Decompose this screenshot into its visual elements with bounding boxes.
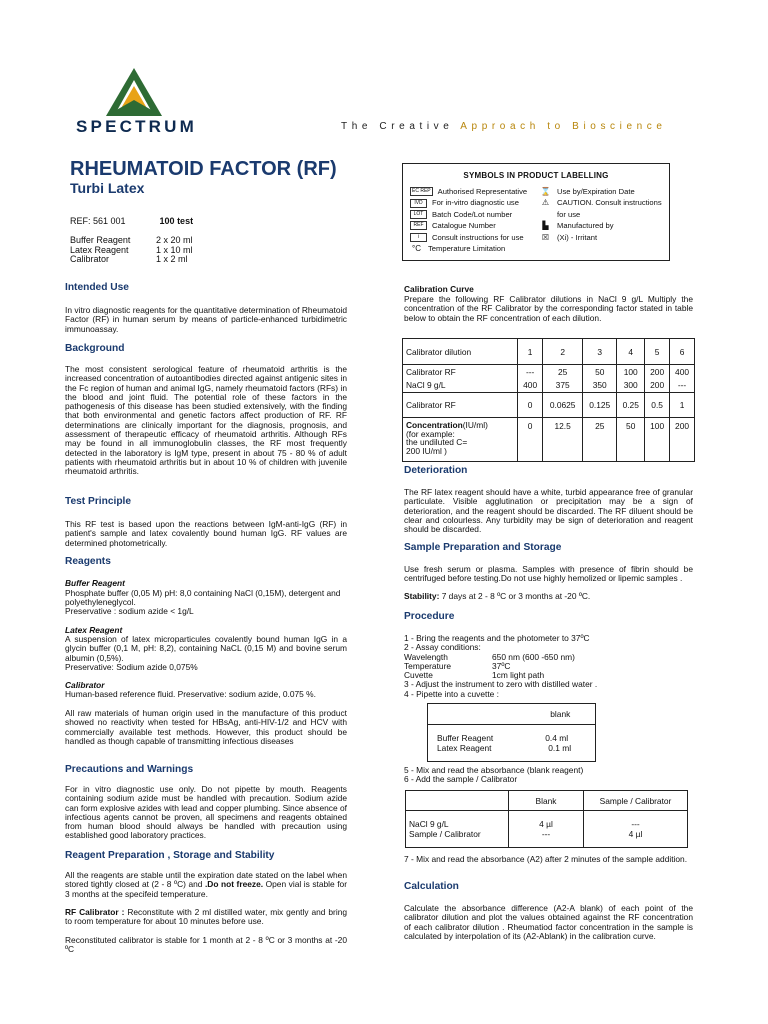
reagent-prep-text (65, 871, 347, 899)
table-row (403, 365, 695, 393)
nacl-vol-label: NaCl 9 g/L (406, 380, 446, 390)
latex-reagent-title: Latex Reagent (65, 625, 123, 635)
nacl-vol: 375 (555, 380, 570, 390)
symbol-label: Consult instructions for use (432, 232, 524, 242)
buffer-reagent-text: Phosphate buffer (0,05 M) pH: 8,0 containing NaCl (0,15M), detergent and polyethyleneglycol. (65, 588, 341, 608)
stability-label: Stability: (404, 591, 440, 601)
symbol-row (410, 232, 527, 243)
reagent-prep-text-start: All the reagents are stable until the expiration date stated on the label when stored tightly closed at (2 - 8 ºC) and (65, 870, 347, 890)
latex-reagent-text: A suspension of latex microparticules covalently bound human IgG in a glycin buffer (0,1 M, pH: 8,2), containing NaCL (0,15 M) and bovine serum albumin (0,5%). (65, 634, 347, 663)
conc-note: (for example: (406, 428, 455, 439)
conc-label: Concentration (406, 420, 463, 430)
book-icon: i (410, 233, 427, 242)
background-heading: Background (65, 343, 125, 354)
test-principle-heading: Test Principle (65, 496, 132, 507)
intended-use-heading: Intended Use (65, 282, 129, 293)
calibrator-text: Human-based reference fluid. Preservative: sodium azide, 0.075 %. (65, 689, 316, 699)
calculation-text: Calculate the absorbance difference (A2-A blank) of each point of the calibrator dilution and plot the values obtained against the RF concentration of each calibrator dilution . Rheumatiod factor concentration in the sample is calculated by interpolation of its (A2-Ablank) in the calibration curve. (404, 903, 693, 941)
table-row (428, 725, 596, 762)
condition-value: 1cm light path (492, 670, 545, 681)
condition-value: 650 nm (600 -650 nm) (492, 651, 575, 662)
symbol-label: (Xi) - Irritant (557, 232, 598, 242)
table-cell: 0 (518, 393, 543, 418)
sample-value: --- (631, 819, 640, 829)
procedure-step: 5 - Mix and read the absorbance (blank reagent) (404, 765, 584, 775)
kit-row (70, 255, 193, 265)
document-subtitle: Turbi Latex (70, 180, 145, 196)
ivd-icon: IVD (410, 199, 427, 208)
ref-tests: 100 test (159, 216, 194, 226)
table-cell: Calibrator dilution (403, 339, 518, 365)
kit-qty: 1 x 10 ml (156, 244, 193, 255)
procedure-step: 4 - Pipette into a cuvette : (404, 688, 499, 699)
procedure-step: 1 - Bring the reagents and the photometer to 37ºC (404, 633, 590, 643)
table-cell: 200 (670, 418, 695, 462)
table-cell (406, 811, 509, 848)
symbol-row (410, 209, 527, 220)
tagline-highlight: Approach to Bioscience (460, 121, 667, 132)
table-cell (509, 811, 584, 848)
kit-contents (70, 236, 193, 265)
ref-line (70, 216, 193, 226)
calibration-heading: Calibration Curve (404, 284, 474, 294)
document-title: RHEUMATOID FACTOR (RF) (70, 158, 337, 180)
table-cell: 100 (645, 418, 670, 462)
procedure-steps-2 (404, 766, 693, 785)
table-cell: 1 (518, 339, 543, 365)
nacl-vol: 300 (623, 380, 638, 390)
condition-row (404, 662, 693, 671)
blank-row-value: 0.1 ml (548, 743, 572, 753)
rf-vol-label: Calibrator RF (406, 367, 456, 377)
stability-text: 7 days at 2 - 8 ºC or 3 months at -20 ºC. (439, 591, 591, 601)
symbol-label: Authorised Representative (437, 187, 528, 196)
ref-number: REF: 561 001 (70, 216, 126, 226)
symbol-row (539, 232, 662, 243)
table-cell (584, 811, 688, 848)
sample-row-label: Sample / Calibrator (409, 829, 481, 839)
kit-qty: 1 x 2 ml (156, 254, 188, 264)
procedure-step: 6 - Add the sample / Calibrator (404, 774, 518, 785)
symbols-legend-box (402, 163, 670, 261)
do-not-freeze: .Do not freeze. (204, 879, 264, 890)
reagent-prep-text-end: Open vial is stable for 3 months at the specifeid temperature. (65, 879, 347, 899)
reagents-heading: Reagents (65, 556, 111, 567)
table-cell: 0.125 (583, 393, 617, 418)
blank-row-value: 0.4 ml (545, 733, 569, 743)
deterioration-text: The RF latex reagent should have a white, turbid appearance free of granular particulate. Visible agglutination or precipitation may be a sign of deterioration, and the reagent should be discarded. The RF diluent should be clear and colourless. Any turbidity may be sign of deterioration and reagent should be discarded. (404, 487, 693, 535)
buffer-reagent-title: Buffer Reagent (65, 578, 125, 588)
background-text: The most consistent serological feature of rheumatoid arthritis is the increased concentration of autoantibodies directed against antigenic sites in the Fc region of human and animal IgG, namely rheumatoid factors (RFs) in the blood and joint fluid. The potential role of these factors in the pathogenesis of this disease has been studied extensively, with the finding that both environmental and genetic factors affect production of RF. RF determinations are clinically important for the diagnosis, prognosis, and assessment of therapeutic efficacy of rheumatoid arthritis. Although RFs may be found in all immunoglobulin classes, the RF most frequently detected in the laboratory is IgM type, present in about 75 - 80 % of adult patients with rheumatoid arthritis but in about 10 % of children with juvenile rheumatoid arthritis. (65, 364, 347, 477)
table-cell (403, 365, 518, 393)
symbol-row (410, 243, 527, 254)
rf-calibrator-text (65, 908, 347, 927)
conc-unit: (IU/ml) (462, 420, 488, 430)
conc-note: the undiluted C= (406, 437, 468, 447)
ref-icon: REF (410, 221, 427, 230)
rf-vol: 25 (557, 367, 568, 377)
intended-use-text: In vitro diagnostic reagents for the quantitative determination of Rheumatoid Factor (RF) in human serum by means of particle-enhanced turbidimetric immunoassay. (65, 305, 347, 334)
table-cell (670, 365, 695, 393)
condition-key: Wavelength (404, 651, 448, 662)
ec-rep-icon: EC REP (412, 188, 431, 195)
symbols-right-column (539, 186, 662, 243)
symbols-title: SYMBOLS IN PRODUCT LABELLING (463, 171, 609, 180)
raw-materials-text: All raw materials of human origin used in the manufacture of this product showed no reactivity when tested for HBsAg, anti-HIV-1/2 and HCV with commercially available test methods. However, this product should be handled as though capable of transmitting infectious diseases (65, 708, 347, 746)
procedure-heading: Procedure (404, 611, 455, 622)
table-cell (428, 704, 537, 725)
rf-vol: 50 (595, 367, 605, 377)
rf-vol: 200 (650, 367, 665, 377)
table-row (403, 339, 695, 365)
table-cell (428, 725, 537, 762)
blank-row-label: Latex Reagent (437, 743, 492, 753)
rf-calibrator-instructions: Reconstitute with 2 ml distilled water, mix gently and bring to room temperature for about 10 minutes before use. (65, 907, 348, 927)
table-cell (403, 418, 518, 462)
buffer-reagent-preservative: Preservative : sodium azide < 1g/L (65, 606, 194, 616)
condition-key: Cuvette (404, 670, 433, 681)
blank-row-label: Buffer Reagent (437, 733, 494, 743)
lot-icon: LOT (410, 210, 427, 219)
symbols-left-column (410, 186, 527, 254)
table-cell: 0.0625 (543, 393, 583, 418)
condition-value: 37ºC (492, 660, 511, 671)
table-cell (583, 365, 617, 393)
table-row (428, 704, 596, 725)
thermometer-icon: °C (412, 244, 421, 254)
procedure-step: 3 - Adjust the instrument to zero with distilled water . (404, 679, 598, 690)
procedure-step: 2 - Assay conditions: (404, 642, 481, 653)
symbol-label: Batch Code/Lot number (432, 209, 513, 219)
table-cell: blank (536, 704, 595, 725)
nacl-vol: 400 (523, 380, 538, 390)
kit-qty: 2 x 20 ml (156, 235, 193, 245)
table-cell (518, 365, 543, 393)
symbol-row (410, 220, 527, 231)
rf-calibrator-label: RF Calibrator : (65, 907, 125, 917)
reagent-prep-heading: Reagent Preparation , Storage and Stability (65, 850, 275, 861)
table-cell: Blank (509, 791, 584, 811)
table-cell: 5 (645, 339, 670, 365)
blank-pipette-table (427, 703, 596, 762)
test-principle-text: This RF test is based upon the reactions between IgM-anti-IgG (RF) in patient's sample and latex covalently bound human IgG. RF values are determined photometrically. (65, 519, 347, 548)
nacl-vol: 350 (592, 380, 607, 390)
symbol-row (539, 197, 662, 208)
calibration-table (402, 338, 695, 462)
table-row (403, 418, 695, 462)
symbol-label: Manufactured by (557, 221, 614, 231)
sample-value: 4 µl (628, 829, 643, 839)
hourglass-icon: ⌛ (540, 187, 551, 196)
table-cell: 4 (617, 339, 645, 365)
procedure-step-7: 7 - Mix and read the absorbance (A2) after 2 minutes of the sample addition. (404, 854, 688, 864)
tagline-prefix: The Creative (341, 121, 461, 132)
warning-icon: ⚠ (541, 198, 550, 208)
table-cell: Sample / Calibrator (584, 791, 688, 811)
table-cell: 12.5 (543, 418, 583, 462)
table-cell (543, 365, 583, 393)
symbol-label: for use (557, 209, 581, 219)
symbol-label: Catalogue Number (432, 221, 496, 231)
brand-tagline (341, 121, 667, 132)
rf-vol: --- (525, 367, 535, 377)
calibration-text: Prepare the following RF Calibrator dilutions in NaCl 9 g/L Multiply the concentration of the RF Calibrator by the corresponding factor stated in table below to obtain the RF concentration of each dilution. (404, 294, 693, 323)
symbol-row (539, 186, 662, 197)
table-cell: 0.25 (617, 393, 645, 418)
latex-reagent-preservative: Preservative: Sodium azide 0,075% (65, 662, 198, 672)
reconstituted-text: Reconstituted calibrator is stable for 1 month at 2 - 8 ºC or 3 months at -20 ºC (65, 935, 347, 955)
precautions-text: For in vitro diagnostic use only. Do not pipette by mouth. Reagents containing sodium azide must be handled with precaution. Sodium azide can form explosive azides with lead and copper plumbing. Since absence of infectious agents cannot be proven, all specimens and reagents obtained from human blood should always be handled with precaution using established good laboratory practices. (65, 784, 347, 841)
table-row (403, 393, 695, 418)
sample-value: 4 µl (539, 819, 553, 829)
rf-vol: 400 (675, 367, 690, 377)
symbol-label: For in-vitro diagnostic use (432, 198, 519, 208)
symbol-label: Use by/Expiration Date (557, 187, 635, 196)
table-cell: 6 (670, 339, 695, 365)
table-row (406, 791, 688, 811)
table-cell (617, 365, 645, 393)
spectrum-logo-icon (100, 66, 168, 118)
sample-value: --- (541, 829, 551, 839)
table-cell (536, 725, 595, 762)
table-cell: 0 (518, 418, 543, 462)
calculation-heading: Calculation (404, 881, 459, 892)
precautions-heading: Precautions and Warnings (65, 764, 194, 775)
deterioration-heading: Deterioration (404, 465, 468, 476)
table-cell: 50 (617, 418, 645, 462)
irritant-icon: ☒ (541, 232, 550, 242)
table-cell: Calibrator RF (403, 393, 518, 418)
table-cell: 1 (670, 393, 695, 418)
factory-icon: ▙ (542, 221, 549, 231)
symbol-row (539, 220, 662, 231)
kit-item: Buffer Reagent (70, 235, 131, 245)
symbol-label: CAUTION. Consult instructions (557, 198, 662, 208)
symbol-row (410, 197, 527, 208)
sample-pipette-table (405, 790, 688, 848)
table-cell: 2 (543, 339, 583, 365)
sample-prep-text: Use fresh serum or plasma. Samples with presence of fibrin should be centrifuged before testing.Do not use highly hemolized or lipemic samples . (404, 564, 693, 584)
procedure-steps (404, 634, 693, 699)
table-cell (645, 365, 670, 393)
brand-name: SPECTRUM (76, 117, 197, 136)
symbol-row (410, 186, 527, 197)
nacl-vol: 200 (650, 380, 665, 390)
condition-key: Temperature (404, 660, 452, 671)
kit-item: Latex Reagent (70, 244, 129, 255)
symbol-label: Temperature Limitation (428, 244, 506, 254)
rf-vol: 100 (623, 367, 638, 377)
stability-line (404, 592, 693, 601)
sample-row-label: NaCl 9 g/L (409, 819, 449, 829)
symbol-row (539, 209, 662, 220)
nacl-vol: --- (677, 380, 687, 390)
table-cell: 0.5 (645, 393, 670, 418)
table-cell: 3 (583, 339, 617, 365)
conc-note: 200 IU/ml ) (406, 445, 447, 456)
kit-item: Calibrator (70, 254, 110, 264)
sample-prep-heading: Sample Preparation and Storage (404, 542, 562, 553)
table-cell: 25 (583, 418, 617, 462)
table-cell (406, 791, 509, 811)
calibrator-title: Calibrator (65, 680, 105, 690)
table-row (406, 811, 688, 848)
